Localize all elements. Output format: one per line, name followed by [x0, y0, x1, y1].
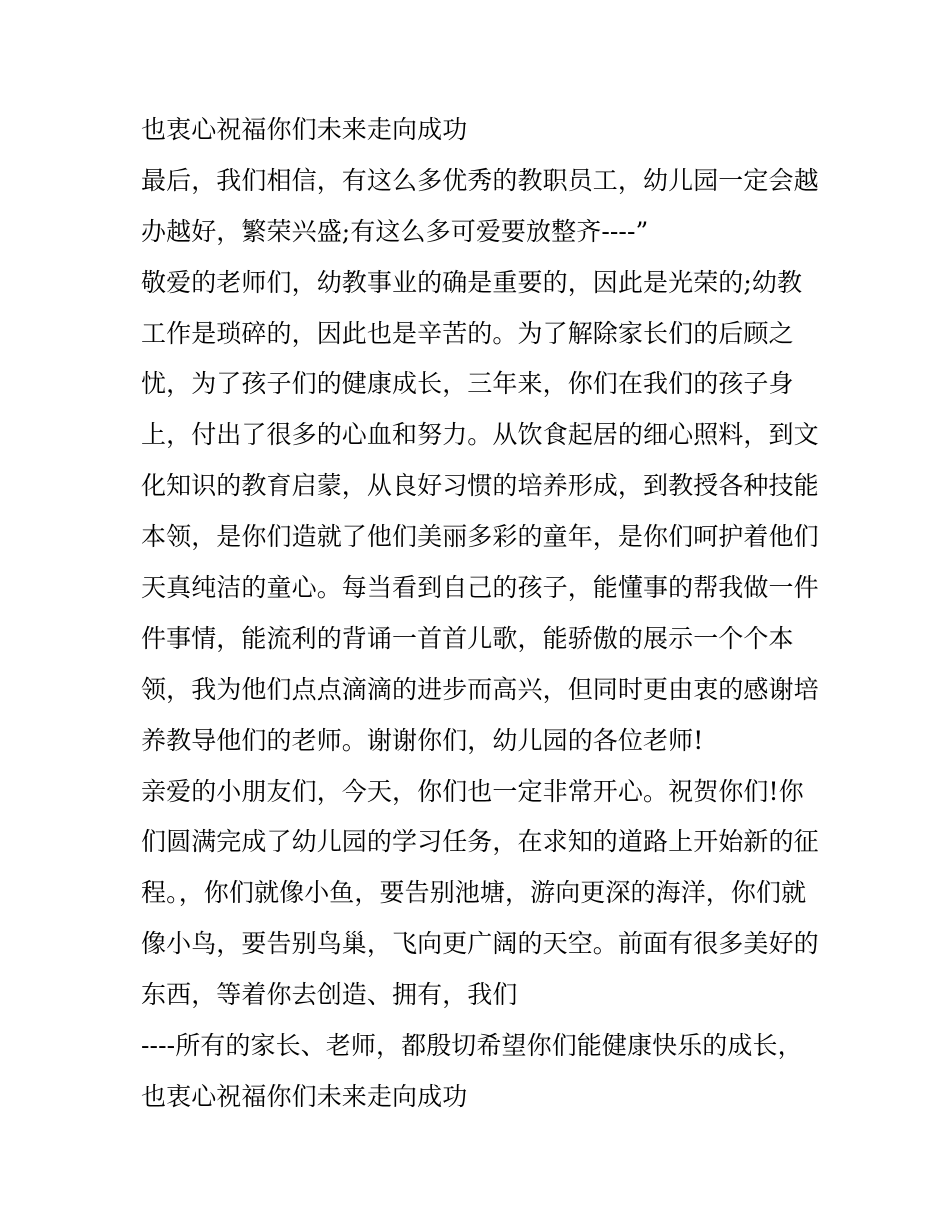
- text-line: 办越好，繁荣兴盛;有这么多可爱要放整齐----”: [141, 216, 649, 246]
- text-line: 亲爱的小朋友们，今天，你们也一定非常开心。祝贺你们!你: [141, 776, 804, 806]
- text-line: 上，付出了很多的心血和努力。从饮食起居的细心照料，到文: [141, 420, 819, 450]
- text-line: 敬爱的老师们，幼教事业的确是重要的，因此是光荣的;幼教: [141, 267, 803, 297]
- document-body: [141, 110, 821, 1128]
- text-line: 化知识的教育启蒙，从良好习惯的培养形成，到教授各种技能: [141, 471, 819, 501]
- text-line: 东西，等着你去创造、拥有，我们: [141, 980, 518, 1010]
- text-line: 像小鸟，要告别鸟巢，飞向更广阔的天空。前面有很多美好的: [141, 929, 819, 959]
- text-line: 领，我为他们点点滴滴的进步而高兴，但同时更由衷的感谢培: [141, 674, 819, 704]
- text-line: 本领，是你们造就了他们美丽多彩的童年，是你们呵护着他们: [141, 522, 819, 552]
- text-line: 天真纯洁的童心。每当看到自己的孩子，能懂事的帮我做一件: [141, 573, 819, 603]
- text-line: 们圆满完成了幼儿园的学习任务，在求知的道路上开始新的征: [141, 827, 819, 857]
- text-line: 也衷心祝福你们未来走向成功: [141, 115, 468, 144]
- text-line: 工作是琐碎的，因此也是辛苦的。为了解除家长们的后顾之: [141, 318, 794, 348]
- text-line: ----所有的家长、老师，都殷切希望你们能健康快乐的成长，: [141, 1031, 803, 1061]
- text-line: 最后，我们相信，有这么多优秀的教职员工，幼儿园一定会越: [141, 165, 819, 195]
- text-line: 件事情，能流利的背诵一首首儿歌，能骄傲的展示一个个本: [141, 623, 794, 653]
- text-line: 忧，为了孩子们的健康成长，三年来，你们在我们的孩子身: [141, 369, 794, 399]
- text-line: 养教导他们的老师。谢谢你们，幼儿园的各位老师!: [141, 725, 704, 755]
- text-line: 也衷心祝福你们未来走向成功: [141, 1081, 468, 1111]
- text-line: 程。，你们就像小鱼，要告别池塘，游向更深的海洋，你们就: [141, 878, 807, 908]
